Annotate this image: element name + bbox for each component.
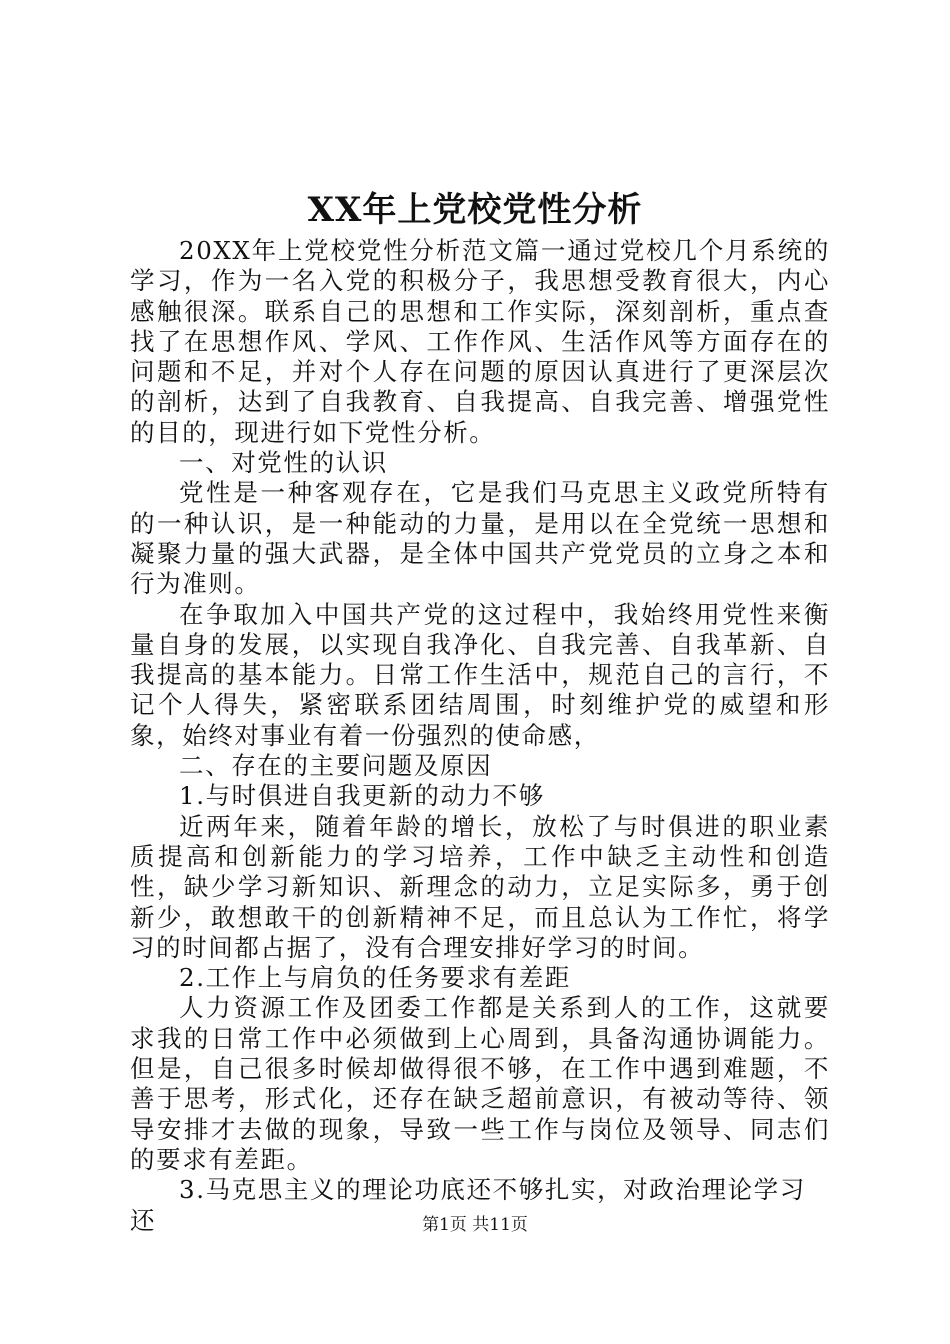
section-heading-2: 二、存在的主要问题及原因 <box>179 751 493 781</box>
subsection-heading-1: 1.与时俱进自我更新的动力不够 <box>179 781 545 811</box>
paragraph-problem-1: 近两年来，随着年龄的增长，放松了与时俱进的职业素质提高和创新能力的学习培养，工作中缺乏主动性和创造性，缺少学习新知识、新理念的动力，立足实际多，勇于创新少，敢想敢干的创新精神不足，而且总认为工作忙，将学习的时间都占据了，没有合理安排好学习的时间。 <box>130 811 830 962</box>
paragraph-party-spirit: 党性是一种客观存在，它是我们马克思主义政党所特有的一种认识，是一种能动的力量，是用以在全党统一思想和凝聚力量的强大武器，是全体中国共产党党员的立身之本和行为准则。 <box>130 478 830 599</box>
paragraph-problem-2: 人力资源工作及团委工作都是关系到人的工作，这就要求我的日常工作中必须做到上心周到，具备沟通协调能力。但是，自己很多时候却做得很不够，在工作中遇到难题，不善于思考，形式化，还存在缺乏超前意识，有被动等待、领导安排才去做的现象，导致一些工作与岗位及领导、同志们的要求有差距。 <box>130 993 830 1174</box>
document-body <box>130 236 830 1236</box>
subsection-heading-2: 2.工作上与肩负的任务要求有差距 <box>179 963 571 993</box>
page-number-footer: 第1页 共11页 <box>422 1215 528 1235</box>
document-title: XX年上党校党性分析 <box>307 190 643 230</box>
paragraph-joining-party: 在争取加入中国共产党的这过程中，我始终用党性来衡量自身的发展，以实现自我净化、自我完善、自我革新、自我提高的基本能力。日常工作生活中，规范自己的言行，不记个人得失，紧密联系团结周围，时刻维护党的威望和形象，始终对事业有着一份强烈的使命感， <box>130 599 830 750</box>
section-heading-1: 一、对党性的认识 <box>179 448 388 478</box>
subsection-heading-3: 3.马克思主义的理论功底还不够扎实，对政治理论学习还 <box>130 1175 806 1235</box>
paragraph-intro: 20XX年上党校党性分析范文篇一通过党校几个月系统的学习，作为一名入党的积极分子，我思想受教育很大，内心感触很深。联系自己的思想和工作实际，深刻剖析，重点查找了在思想作风、学风、工作作风、生活作风等方面存在的问题和不足，并对个人存在问题的原因认真进行了更深层次的剖析，达到了自我教育、自我提高、自我完善、增强党性的目的，现进行如下党性分析。 <box>130 236 830 447</box>
